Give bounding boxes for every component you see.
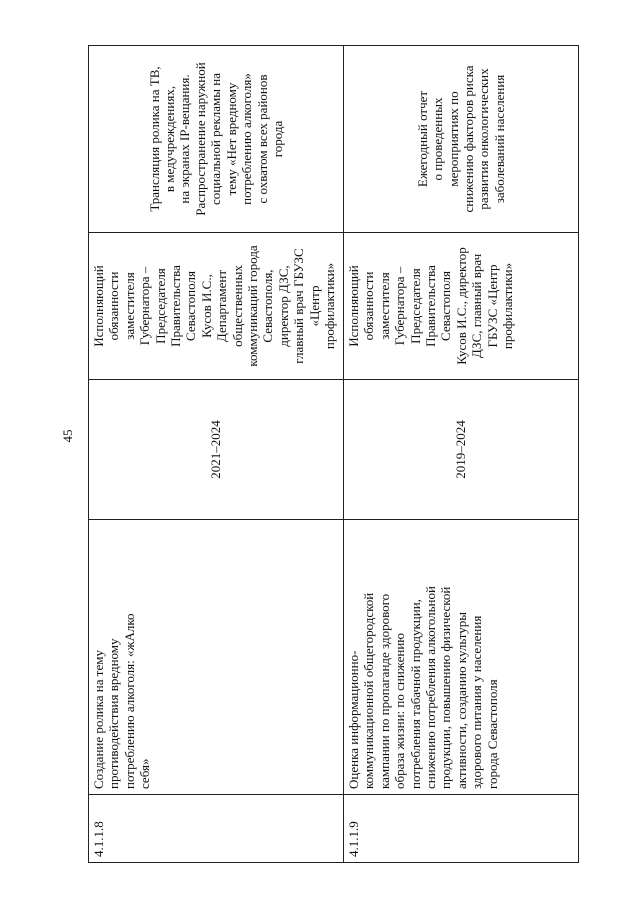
rotated-table-container bbox=[88, 45, 579, 863]
row-number: 4.1.1.8 bbox=[91, 821, 106, 857]
responsible-text: Исполняющий обязанности заместителя Губернатора – Председателя Правительства Севастополя Кусов И.С., директор ДЗС, главный врач ГБУЗС «Центр профилактики» bbox=[346, 247, 516, 365]
event-cell bbox=[344, 520, 579, 795]
result-text: Ежегодный отчет о проведенных мероприятиях по снижению факторов риска развития онкологических заболеваний населения bbox=[414, 65, 507, 213]
table-row bbox=[344, 46, 579, 863]
result-cell bbox=[89, 46, 344, 233]
event-cell bbox=[89, 520, 344, 795]
row-number: 4.1.1.9 bbox=[346, 821, 361, 857]
row-number-cell bbox=[344, 795, 579, 863]
responsible-cell bbox=[344, 233, 579, 380]
responsible-text: Исполняющий обязанности заместителя Губернатора – Председателя Правительства Севастополя Кусов И.С., Департамент общественных коммуникаций города Севастополя, директор ДЗС, главный врач ГБУЗС «Центр профилактики» bbox=[91, 245, 338, 367]
years-cell bbox=[89, 380, 344, 520]
responsible-cell bbox=[89, 233, 344, 380]
table-row bbox=[89, 46, 344, 863]
event-text: Оценка информационно- коммуникационной общегородской кампании по пропаганде здорового образа жизни: по снижению потребления табачной продукции, снижению потребления алкогольной продукции, повышению физической активности, созданию культуры здорового питания у населения города Севастополя bbox=[346, 586, 500, 789]
years-text: 2021–2024 bbox=[208, 420, 224, 479]
result-text: Трансляция ролика на ТВ, в медучреждениях, на экранах IP-вещания. Распространение наружной социальной рекламы на тему «Нет вредному потреблению алкоголя» с охватом всех районов города bbox=[146, 62, 285, 216]
measures-table bbox=[88, 45, 579, 863]
page-number: 45 bbox=[60, 429, 75, 443]
row-number-cell bbox=[89, 795, 344, 863]
years-text: 2019–2024 bbox=[453, 420, 469, 479]
result-cell bbox=[344, 46, 579, 233]
years-cell bbox=[344, 380, 579, 520]
event-text: Создание ролика на тему противодействия вредному потреблению алкоголя: «жАлко себя» bbox=[91, 613, 153, 789]
